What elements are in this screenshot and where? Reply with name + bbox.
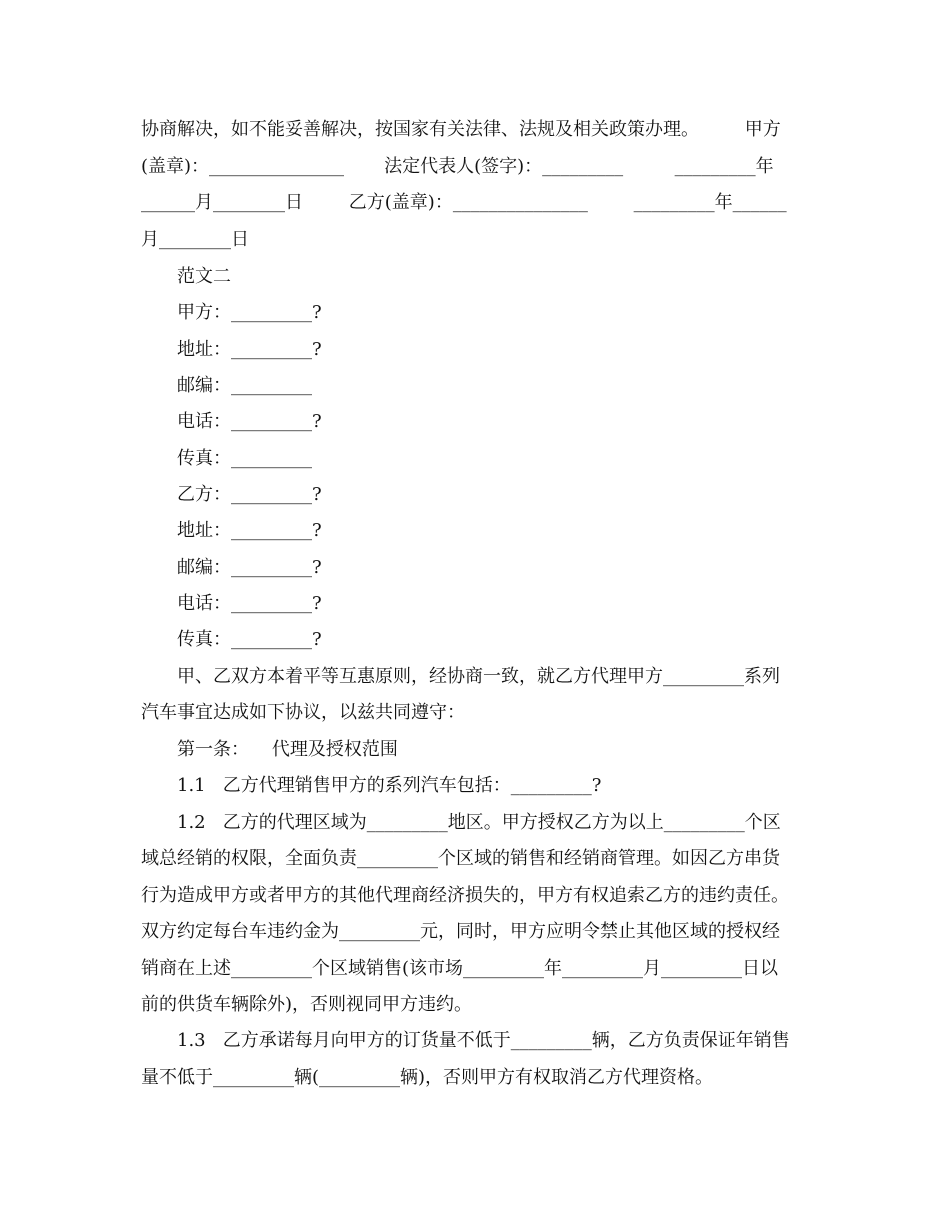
clause-1-1: 1.1 乙方代理销售甲方的系列汽车包括：_________? bbox=[177, 775, 602, 796]
party-a-phone-line: 电话：_________? bbox=[177, 411, 322, 432]
clause-1-2-line: 域总经销的权限，全面负责_________个区域的销售和经销商管理。如因乙方串货 bbox=[141, 848, 780, 869]
article-heading: 第一条： 代理及授权范围 bbox=[177, 739, 398, 760]
text-line: 协商解决，如不能妥善解决，按国家有关法律、法规及相关政策办理。 甲方 bbox=[141, 119, 781, 140]
clause-1-2-line: 行为造成甲方或者甲方的其他代理商经济损失的，甲方有权追索乙方的违约责任。 bbox=[141, 885, 789, 906]
clause-1-2-line: 双方约定每台车违约金为_________元，同时，甲方应明令禁止其他区域的授权经 bbox=[141, 921, 780, 942]
clause-1-2-line: 销商在上述_________个区域销售(该市场_________年_________月_________日以 bbox=[141, 958, 779, 979]
clause-1-3-line: 量不低于_________辆(_________辆)，否则甲方有权取消乙方代理资格。 bbox=[141, 1067, 714, 1088]
party-b-address-line: 地址：_________? bbox=[177, 520, 322, 541]
clause-1-2-line: 前的供货车辆除外)，否则视同甲方违约。 bbox=[141, 994, 473, 1015]
party-a-postcode-line: 邮编：_________ bbox=[177, 375, 312, 396]
text-line: ______月________日 乙方(盖章)：_______________ _________年______ bbox=[141, 192, 787, 213]
clause-1-3-line: 1.3 乙方承诺每月向甲方的订货量不低于_________辆，乙方负责保证年销售 bbox=[177, 1030, 790, 1051]
party-a-fax-line: 传真：_________ bbox=[177, 448, 312, 469]
party-b-phone-line: 电话：_________? bbox=[177, 593, 322, 614]
party-b-fax-line: 传真：_________? bbox=[177, 629, 322, 650]
paragraph-line: 甲、乙双方本着平等互惠原则，经协商一致，就乙方代理甲方_________系列 bbox=[177, 666, 780, 687]
party-a-name-line: 甲方：_________? bbox=[177, 302, 322, 323]
text-line: (盖章)：_______________ 法定代表人(签字)：_________ _________年 bbox=[141, 156, 774, 177]
party-b-name-line: 乙方：_________? bbox=[177, 484, 322, 505]
paragraph-line: 汽车事宜达成如下协议，以兹共同遵守： bbox=[141, 702, 465, 723]
clause-1-2-line: 1.2 乙方的代理区域为_________地区。甲方授权乙方为以上_________个区 bbox=[177, 812, 781, 833]
party-a-address-line: 地址：_________? bbox=[177, 339, 322, 360]
party-b-postcode-line: 邮编：_________? bbox=[177, 557, 322, 578]
section-heading: 范文二 bbox=[177, 266, 231, 287]
text-line: 月________日 bbox=[141, 229, 249, 250]
